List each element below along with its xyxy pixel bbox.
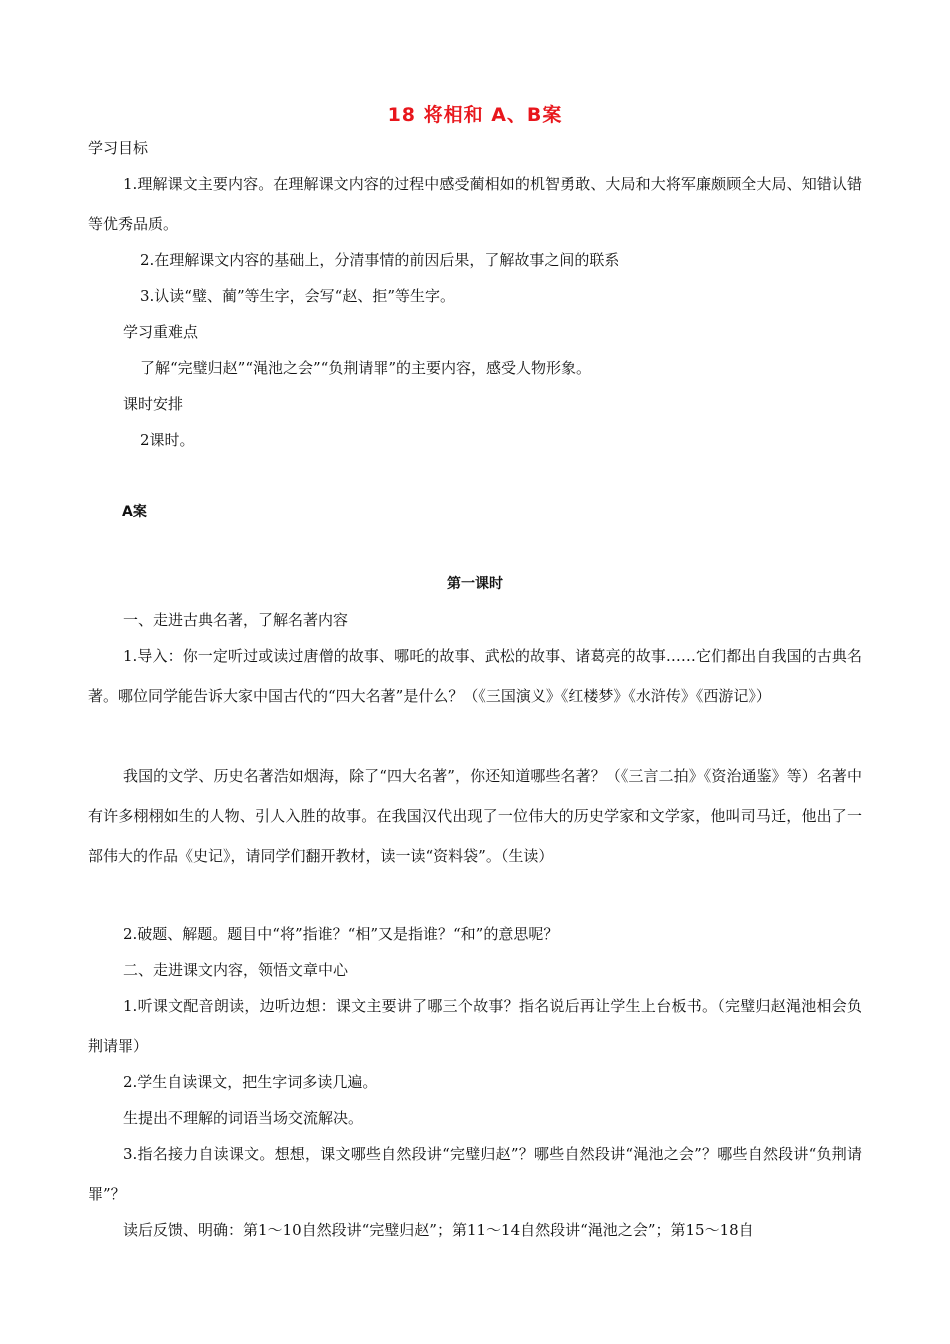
key-points-heading: 学习重难点 — [123, 323, 199, 341]
objectives-heading: 学习目标 — [88, 139, 149, 157]
section-1-heading: 一、走进古典名著，了解名著内容 — [123, 611, 349, 629]
plan-a-heading: A案 — [122, 504, 147, 520]
section-2-heading: 二、走进课文内容，领悟文章中心 — [123, 961, 349, 979]
section-2-item-2b: 生提出不理解的词语当场交流解决。 — [123, 1109, 364, 1127]
section-1-item-2: 2.破题、解题。题目中“将”指谁？“相”又是指谁？“和”的意思呢？ — [123, 925, 559, 943]
objective-1: 1.理解课文主要内容。在理解课文内容的过程中感受蔺相如的机智勇敢、大局和大将军廉颇顾全大局、知错认错等优秀品质。 — [88, 175, 862, 233]
section-1-paragraph: 我国的文学、历史名著浩如烟海，除了“四大名著”，你还知道哪些名著？（《三言二拍》《资治通鉴》等）名著中有许多栩栩如生的人物、引人入胜的故事。在我国汉代出现了一位伟大的历史学家和文学家，他叫司马迁，他出了一部伟大的作品《史记》，请同学们翻开教材，读一读“资料袋”。（生读） — [88, 767, 862, 865]
section-2-item-3: 3.指名接力自读课文。想想，课文哪些自然段讲“完璧归赵”？哪些自然段讲“渑池之会”？哪些自然段讲“负荆请罪”？ — [88, 1145, 862, 1203]
schedule-heading: 课时安排 — [123, 395, 184, 413]
section-2-item-2: 2.学生自读课文，把生字词多读几遍。 — [123, 1073, 378, 1091]
section-2-item-1: 1.听课文配音朗读，边听边想：课文主要讲了哪三个故事？指名说后再让学生上台板书。（完璧归赵渑池相会负荆请罪） — [88, 997, 862, 1055]
schedule-text: 2课时。 — [140, 431, 195, 449]
key-points-text: 了解“完璧归赵”“渑池之会”“负荆请罪”的主要内容，感受人物形象。 — [140, 359, 592, 377]
section-2-feedback: 读后反馈、明确：第1～10自然段讲“完璧归赵”；第11～14自然段讲“渑池之会”；第15～18自 — [123, 1221, 754, 1239]
section-1-item-1: 1.导入：你一定听过或读过唐僧的故事、哪吒的故事、武松的故事、诸葛亮的故事……它们都出自我国的古典名著。哪位同学能告诉大家中国古代的“四大名著”是什么？（《三国演义》《红楼梦》《水浒传》《西游记》） — [88, 647, 862, 705]
document-title: 18 将相和 A、B案 — [387, 104, 563, 126]
lesson-heading: 第一课时 — [447, 576, 503, 592]
objective-3: 3.认读“璧、蔺”等生字，会写“赵、拒”等生字。 — [140, 287, 455, 305]
objective-2: 2.在理解课文内容的基础上，分清事情的前因后果，了解故事之间的联系 — [140, 251, 620, 269]
